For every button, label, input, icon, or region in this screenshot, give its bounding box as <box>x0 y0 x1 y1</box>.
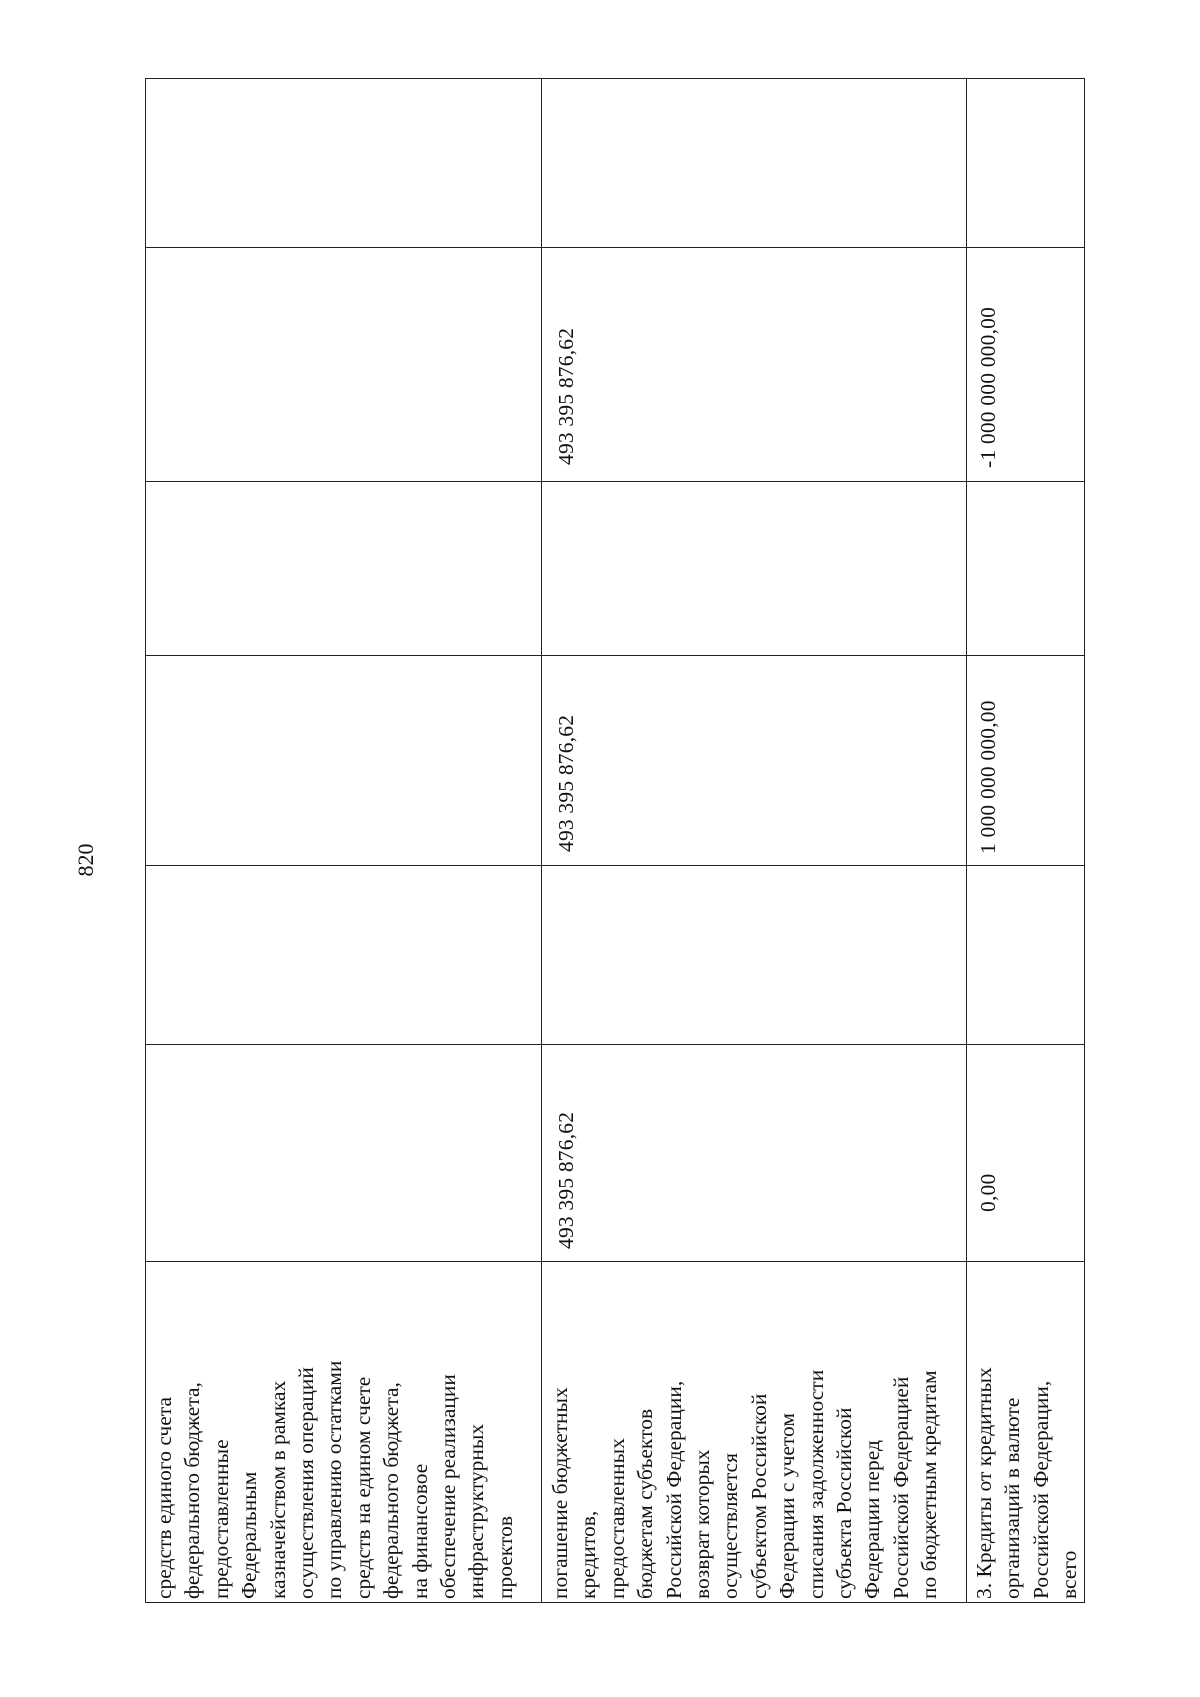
row-description: 3. Кредиты от кредитных организаций в валюте Российской Федерации, всего <box>972 1367 1082 1599</box>
column-divider <box>146 1261 1084 1262</box>
cell-value: 493 395 876,62 <box>554 714 578 852</box>
budget-table <box>145 78 1085 1603</box>
row-divider <box>966 79 967 1602</box>
cell-value: 0,00 <box>976 1173 1000 1212</box>
column-divider <box>146 865 1084 866</box>
column-divider <box>146 1044 1084 1045</box>
row-divider <box>541 79 542 1602</box>
cell-value: 493 395 876,62 <box>554 327 578 465</box>
row-description: средств единого счета федерального бюджета, предоставленные Федеральным казначейством в рамках осуществления операций по управлению остатками средств на едином счете федерального бюджета, на финансовое обеспечение реализации инфраструктурных проектов <box>152 1360 517 1599</box>
column-divider <box>146 481 1084 482</box>
cell-value: 1 000 000 000,00 <box>976 700 1000 854</box>
page-number: 820 <box>73 843 98 877</box>
column-divider <box>146 655 1084 656</box>
cell-value: 493 395 876,62 <box>554 1111 578 1249</box>
row-description: погашение бюджетных кредитов, предоставленных бюджетам субъектов Российской Федерации, возврат которых осуществляется субъектом Российской Федерации с учетом списания задолженности субъекта Российской Федерации перед Российской Федерацией по бюджетным кредитам <box>548 1369 942 1599</box>
cell-value: -1 000 000 000,00 <box>976 306 1000 468</box>
column-divider <box>146 247 1084 248</box>
